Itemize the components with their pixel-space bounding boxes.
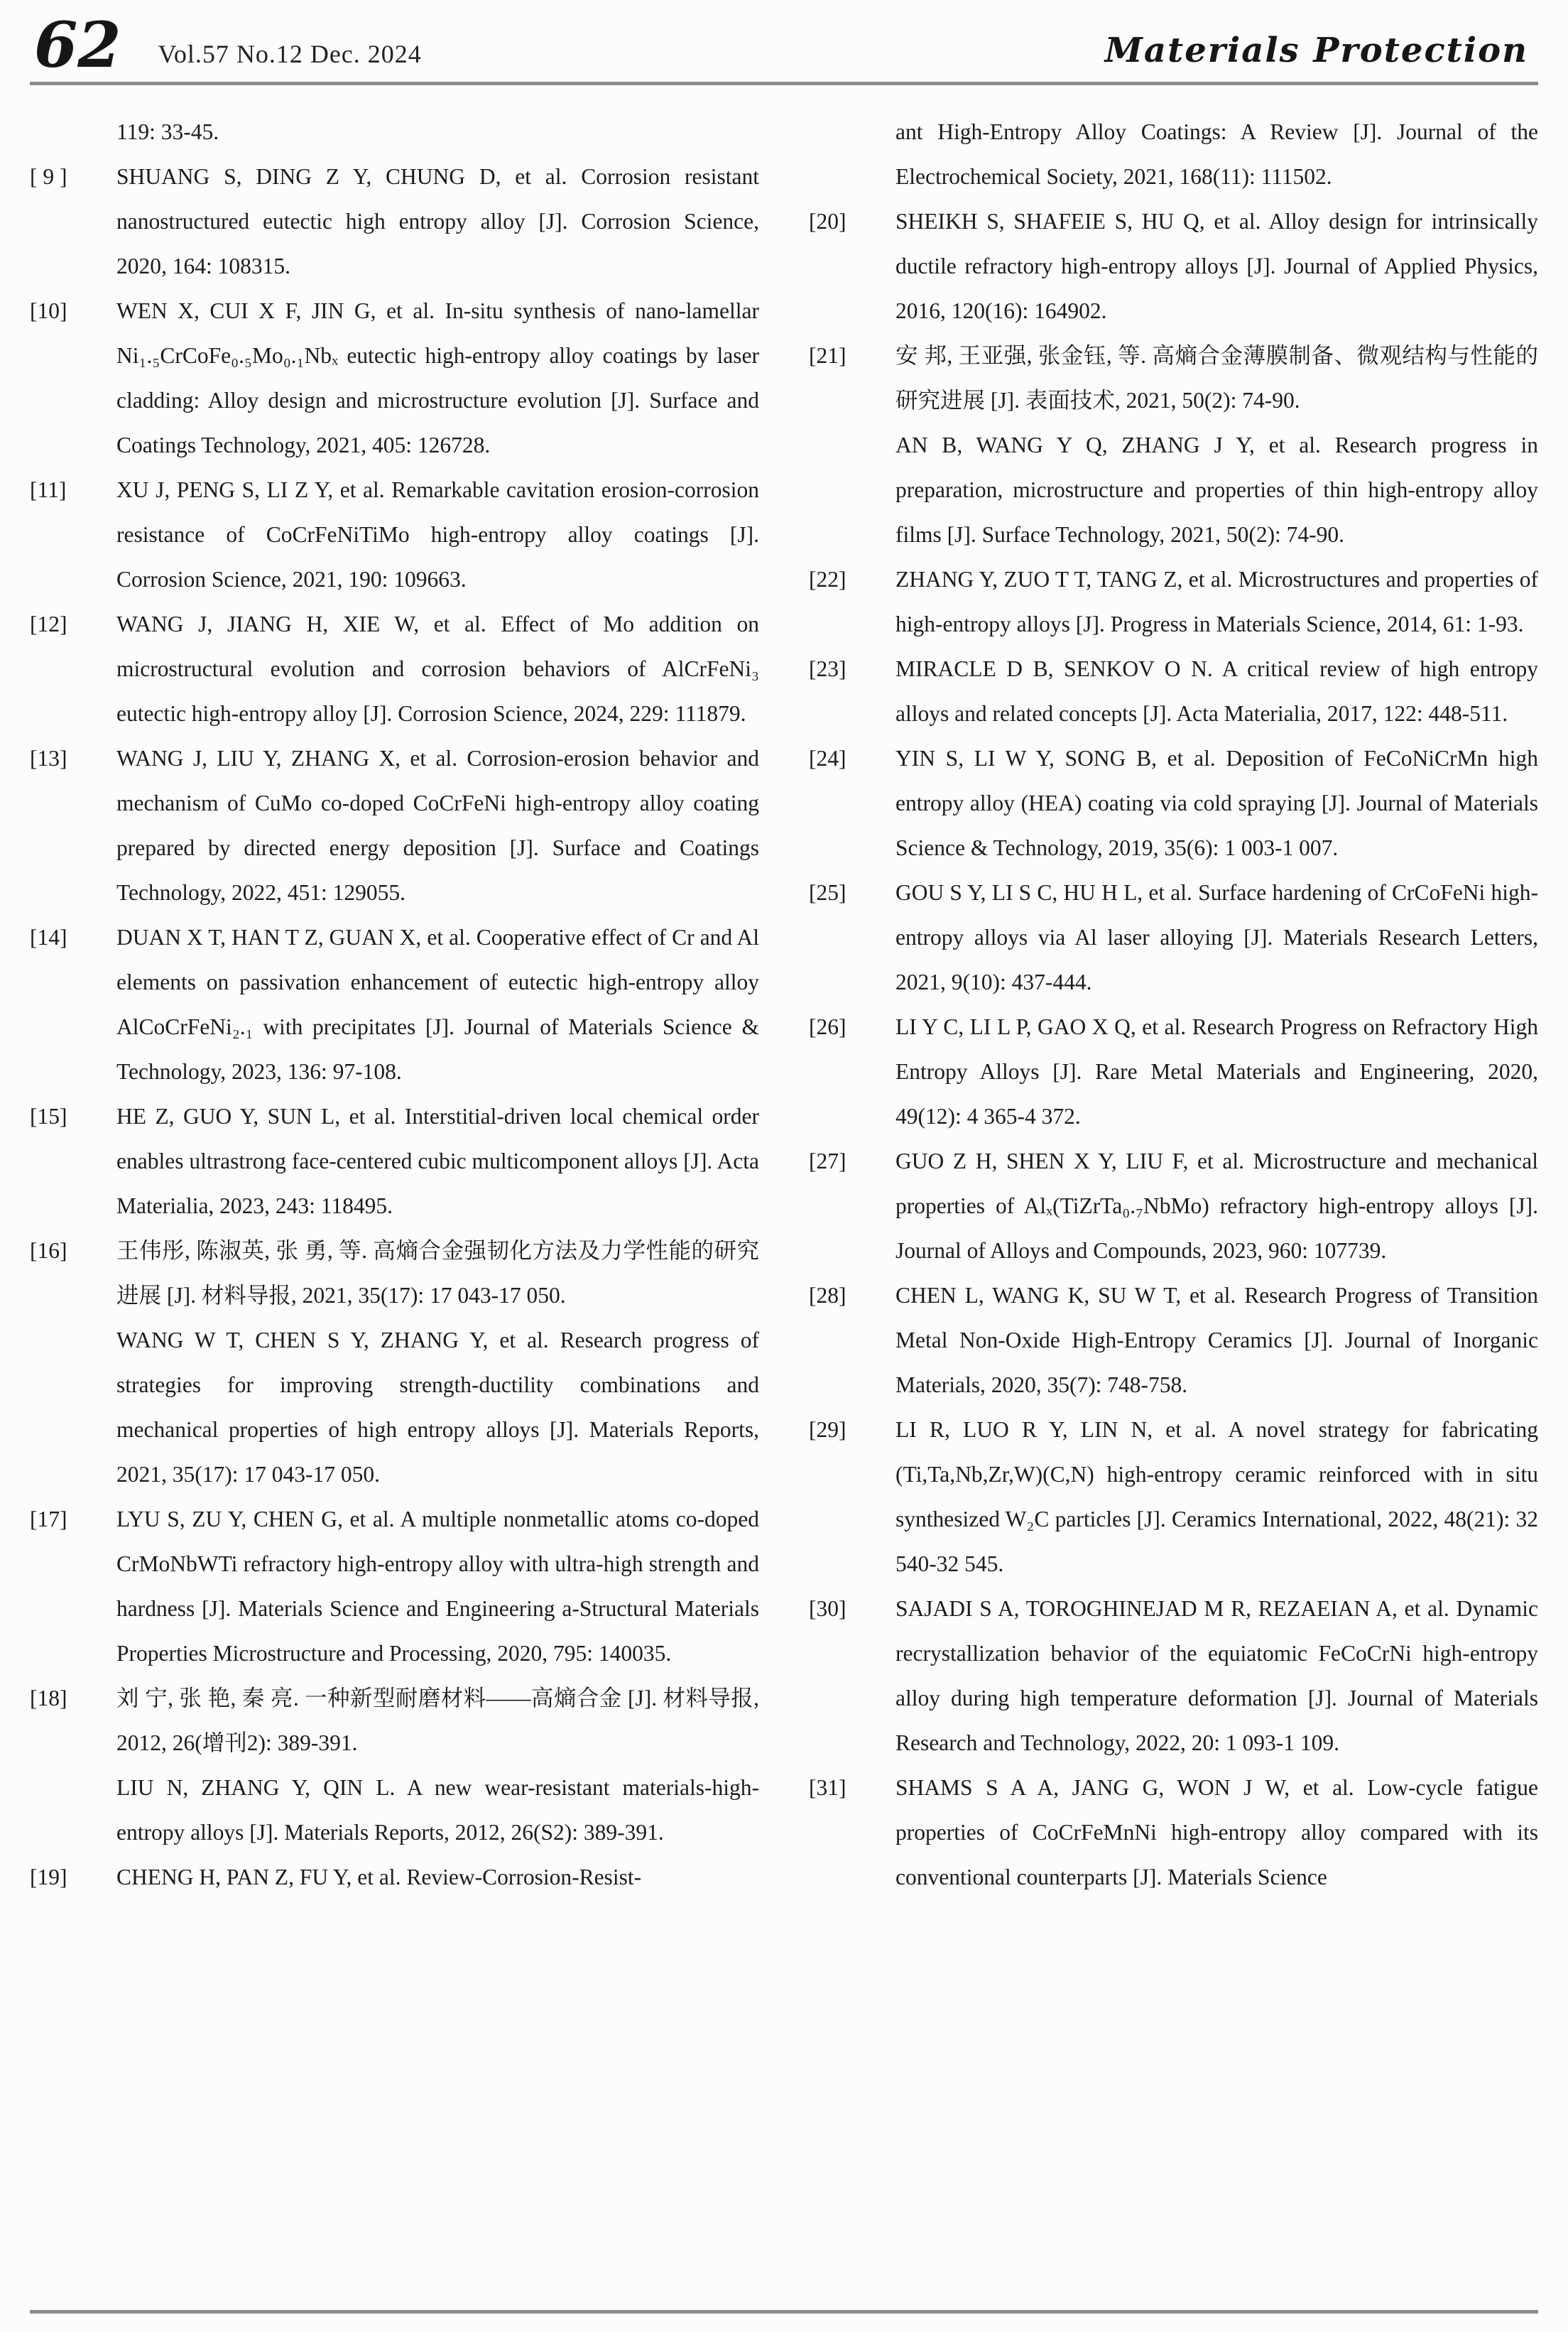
reference-entry bbox=[30, 154, 759, 288]
reference-label: [21] bbox=[809, 342, 846, 368]
reference-entry bbox=[809, 109, 1538, 199]
reference-text: ant High-Entropy Alloy Coatings: A Review [J]. Journal of the Electrochemical Society, 2021, 168(11): 111502. bbox=[895, 119, 1538, 189]
reference-label: [23] bbox=[809, 656, 846, 681]
reference-entry bbox=[30, 1094, 759, 1228]
reference-text: AN B, WANG Y Q, ZHANG J Y, et al. Research progress in preparation, microstructure and properties of thin high-entropy alloy films [J]. Surface Technology, 2021, 50(2): 74-90. bbox=[895, 432, 1538, 547]
reference-text: CHEN L, WANG K, SU W T, et al. Research Progress of Transition Metal Non-Oxide High-Entropy Ceramics [J]. Journal of Inorganic Materials, 2020, 35(7): 748-758. bbox=[895, 1282, 1538, 1397]
issue-info: Vol.57 No.12 Dec. 2024 bbox=[158, 39, 422, 68]
references-section bbox=[30, 85, 1538, 1899]
reference-text: GUO Z H, SHEN X Y, LIU F, et al. Microstructure and mechanical properties of Alₓ(TiZrTa₀.₇NbMo) refractory high-entropy alloys [J]. Journal of Alloys and Compounds, 2023, 960: 107739. bbox=[895, 1148, 1538, 1263]
reference-entry bbox=[30, 1228, 759, 1318]
reference-entry bbox=[809, 557, 1538, 646]
reference-label: [15] bbox=[30, 1103, 67, 1129]
page-header bbox=[30, 8, 1538, 82]
reference-entry bbox=[809, 1139, 1538, 1273]
reference-label: [16] bbox=[30, 1237, 67, 1263]
reference-text: 刘 宁, 张 艳, 秦 亮. 一种新型耐磨材料——高熵合金 [J]. 材料导报, 2012, 26(增刊2): 389-391. bbox=[116, 1685, 759, 1755]
left-column bbox=[30, 109, 759, 1899]
reference-label: [27] bbox=[809, 1148, 846, 1173]
reference-entry bbox=[809, 333, 1538, 423]
page-number: 62 bbox=[34, 8, 121, 82]
reference-text: YIN S, LI W Y, SONG B, et al. Deposition of FeCoNiCrMn high entropy alloy (HEA) coating via cold spraying [J]. Journal of Materials Science & Technology, 2019, 35(6): 1 003-1 007. bbox=[895, 745, 1538, 860]
reference-label: [29] bbox=[809, 1416, 846, 1442]
reference-label: [13] bbox=[30, 745, 67, 771]
reference-text: LIU N, ZHANG Y, QIN L. A new wear-resistant materials-high-entropy alloys [J]. Materials Reports, 2012, 26(S2): 389-391. bbox=[116, 1774, 759, 1845]
header-left-group bbox=[34, 8, 422, 82]
reference-label: [11] bbox=[30, 477, 67, 502]
reference-entry bbox=[809, 1273, 1538, 1407]
reference-text: 王伟彤, 陈淑英, 张 勇, 等. 高熵合金强韧化方法及力学性能的研究进展 [J]. 材料导报, 2021, 35(17): 17 043-17 050. bbox=[116, 1237, 759, 1308]
reference-entry bbox=[809, 646, 1538, 736]
reference-entry bbox=[809, 1765, 1538, 1899]
reference-label: [ 9 ] bbox=[30, 163, 67, 189]
reference-label: [24] bbox=[809, 745, 846, 771]
reference-entry bbox=[30, 1855, 759, 1899]
reference-entry bbox=[809, 1004, 1538, 1139]
reference-entry bbox=[30, 1765, 759, 1855]
reference-text: DUAN X T, HAN T Z, GUAN X, et al. Cooperative effect of Cr and Al elements on passivation enhancement of eutectic high-entropy alloy AlCoCrFeNi₂.₁ with precipitates [J]. Journal of Materials Science & Technology, 2023, 136: 97-108. bbox=[116, 924, 759, 1084]
reference-label: [30] bbox=[809, 1595, 846, 1621]
reference-label: [10] bbox=[30, 298, 67, 323]
footer-rule bbox=[30, 2310, 1538, 2314]
reference-entry bbox=[809, 423, 1538, 557]
reference-entry bbox=[30, 915, 759, 1094]
reference-entry bbox=[809, 1586, 1538, 1765]
reference-entry bbox=[30, 602, 759, 736]
reference-label: [14] bbox=[30, 924, 67, 950]
reference-entry bbox=[30, 1318, 759, 1497]
reference-label: [31] bbox=[809, 1774, 846, 1800]
reference-label: [25] bbox=[809, 879, 846, 905]
reference-text: LI R, LUO R Y, LIN N, et al. A novel strategy for fabricating (Ti,Ta,Nb,Zr,W)(C,N) high-entropy ceramic reinforced with in situ synthesized W₂C particles [J]. Ceramics International, 2022, 48(21): 32 540-32 545. bbox=[895, 1416, 1538, 1576]
reference-text: CHENG H, PAN Z, FU Y, et al. Review-Corrosion-Resist- bbox=[116, 1864, 642, 1889]
reference-label: [19] bbox=[30, 1864, 67, 1889]
reference-entry bbox=[30, 467, 759, 602]
reference-label: [22] bbox=[809, 566, 846, 592]
reference-text: HE Z, GUO Y, SUN L, et al. Interstitial-driven local chemical order enables ultrastrong face-centered cubic multicomponent alloys [J]. Acta Materialia, 2023, 243: 118495. bbox=[116, 1103, 759, 1218]
reference-text: LI Y C, LI L P, GAO X Q, et al. Research Progress on Refractory High Entropy Alloys [J]. Rare Metal Materials and Engineering, 2020, 49(12): 4 365-4 372. bbox=[895, 1014, 1538, 1129]
reference-text: SHEIKH S, SHAFEIE S, HU Q, et al. Alloy design for intrinsically ductile refractory high-entropy alloys [J]. Journal of Applied Physics, 2016, 120(16): 164902. bbox=[895, 208, 1538, 323]
reference-text: WANG J, LIU Y, ZHANG X, et al. Corrosion-erosion behavior and mechanism of CuMo co-doped CoCrFeNi high-entropy alloy coating prepared by directed energy deposition [J]. Surface and Coatings Technology, 2022, 451: 129055. bbox=[116, 745, 759, 905]
right-column bbox=[809, 109, 1538, 1899]
reference-label: [26] bbox=[809, 1014, 846, 1039]
reference-entry bbox=[30, 109, 759, 154]
reference-text: WEN X, CUI X F, JIN G, et al. In-situ synthesis of nano-lamellar Ni₁.₅CrCoFe₀.₅Mo₀.₁Nbₓ eutectic high-entropy alloy coatings by laser cladding: Alloy design and microstructure evolution [J]. Surface and Coatings Technology, 2021, 405: 126728. bbox=[116, 298, 759, 457]
reference-entry bbox=[30, 736, 759, 915]
reference-entry bbox=[30, 1676, 759, 1765]
reference-text: ZHANG Y, ZUO T T, TANG Z, et al. Microstructures and properties of high-entropy alloys [J]. Progress in Materials Science, 2014, 61: 1-93. bbox=[895, 566, 1538, 636]
reference-entry bbox=[809, 199, 1538, 333]
reference-text: SHAMS S A A, JANG G, WON J W, et al. Low-cycle fatigue properties of CoCrFeMnNi high-entropy alloy compared with its conventional counterparts [J]. Materials Science bbox=[895, 1774, 1538, 1889]
reference-label: [28] bbox=[809, 1282, 846, 1308]
reference-text: MIRACLE D B, SENKOV O N. A critical review of high entropy alloys and related concepts [J]. Acta Materialia, 2017, 122: 448-511. bbox=[895, 656, 1538, 726]
reference-entry bbox=[809, 1407, 1538, 1586]
reference-text: LYU S, ZU Y, CHEN G, et al. A multiple nonmetallic atoms co-doped CrMoNbWTi refractory high-entropy alloy with ultra-high strength and hardness [J]. Materials Science and Engineering a-Structural Materials Properties Microstructure and Processing, 2020, 795: 140035. bbox=[116, 1506, 759, 1666]
reference-label: [12] bbox=[30, 611, 67, 636]
reference-text: WANG W T, CHEN S Y, ZHANG Y, et al. Research progress of strategies for improving strength-ductility combinations and mechanical properties of high entropy alloys [J]. Materials Reports, 2021, 35(17): 17 043-17 050. bbox=[116, 1327, 759, 1487]
reference-entry bbox=[809, 870, 1538, 1004]
reference-text: WANG J, JIANG H, XIE W, et al. Effect of Mo addition on microstructural evolution and corrosion behaviors of AlCrFeNi₃ eutectic high-entropy alloy [J]. Corrosion Science, 2024, 229: 111879. bbox=[116, 611, 759, 726]
reference-text: GOU S Y, LI S C, HU H L, et al. Surface hardening of CrCoFeNi high-entropy alloys via Al laser alloying [J]. Materials Research Letters, 2021, 9(10): 437-444. bbox=[895, 879, 1538, 994]
reference-label: [20] bbox=[809, 208, 846, 234]
reference-text: SHUANG S, DING Z Y, CHUNG D, et al. Corrosion resistant nanostructured eutectic high entropy alloy [J]. Corrosion Science, 2020, 164: 108315. bbox=[116, 163, 759, 278]
reference-entry bbox=[30, 1497, 759, 1676]
reference-entry bbox=[30, 288, 759, 467]
reference-text: SAJADI S A, TOROGHINEJAD M R, REZAEIAN A, et al. Dynamic recrystallization behavior of the equiatomic FeCoCrNi high-entropy alloy during high temperature deformation [J]. Journal of Materials Research and Technology, 2022, 20: 1 093-1 109. bbox=[895, 1595, 1538, 1755]
journal-name: Materials Protection bbox=[1104, 30, 1528, 70]
reference-label: [18] bbox=[30, 1685, 67, 1710]
reference-text: 119: 33-45. bbox=[116, 119, 219, 144]
reference-text: 安 邦, 王亚强, 张金钰, 等. 高熵合金薄膜制备、微观结构与性能的研究进展 [J]. 表面技术, 2021, 50(2): 74-90. bbox=[895, 342, 1538, 413]
reference-label: [17] bbox=[30, 1506, 67, 1531]
reference-entry bbox=[809, 736, 1538, 870]
reference-text: XU J, PENG S, LI Z Y, et al. Remarkable cavitation erosion-corrosion resistance of CoCrFeNiTiMo high-entropy alloy coatings [J]. Corrosion Science, 2021, 190: 109663. bbox=[116, 477, 759, 592]
